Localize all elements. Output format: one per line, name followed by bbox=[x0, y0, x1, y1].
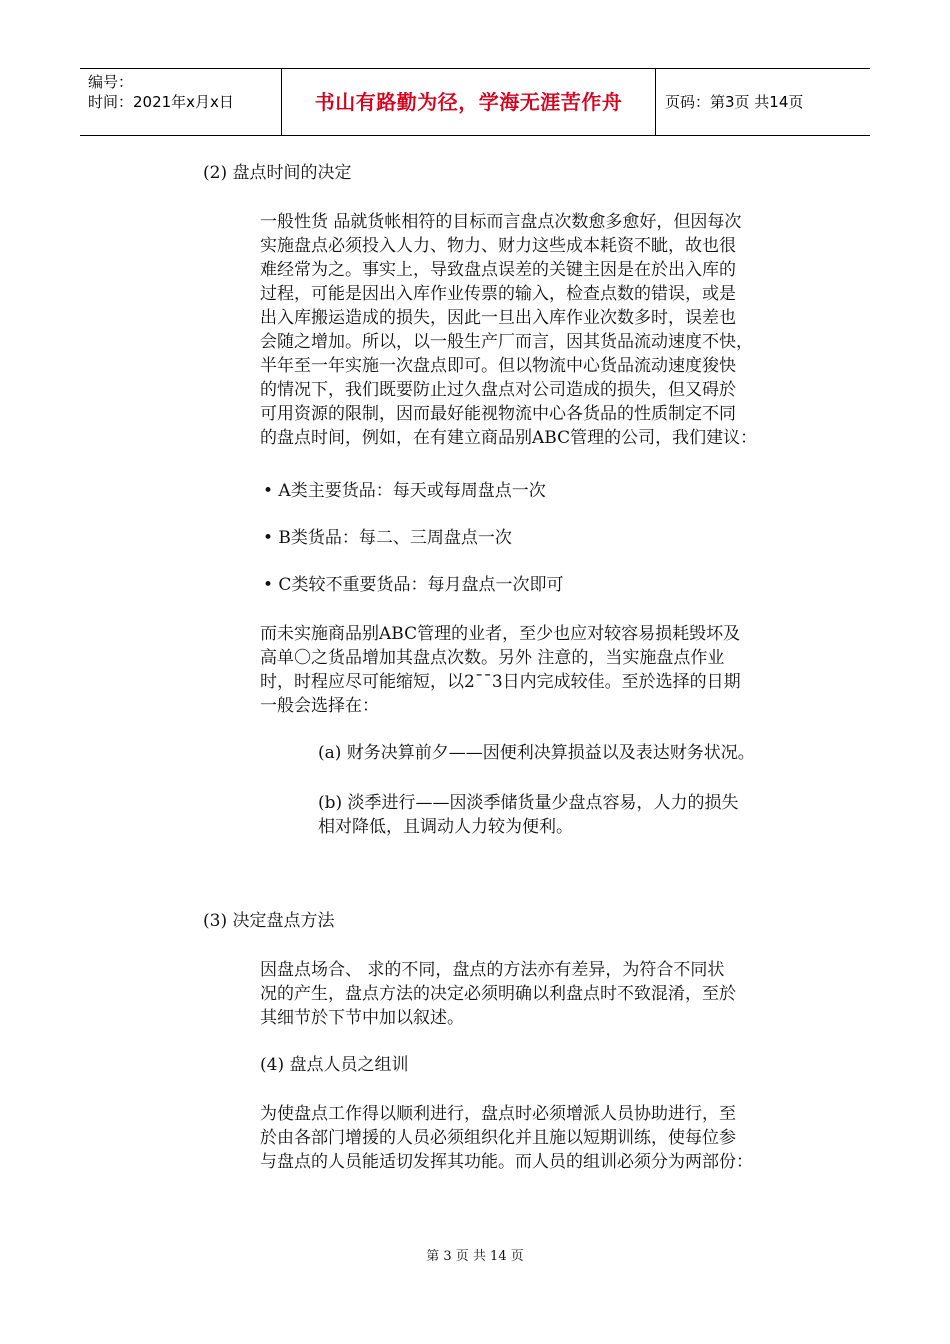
paragraph-line: 其细节於下节中加以叙述。 bbox=[260, 1008, 464, 1028]
paragraph-line: 因盘点场合、 求的不同，盘点的方法亦有差异，为符合不同状 bbox=[260, 960, 725, 980]
paragraph-line: 而未实施商品别ABC管理的业者，至少也应对较容易损耗毁坏及 bbox=[260, 624, 741, 644]
section-2-heading: (2) 盘点时间的决定 bbox=[203, 163, 352, 183]
paragraph-line: 为使盘点工作得以顺利进行，盘点时必须增派人员协助进行，至 bbox=[260, 1104, 736, 1124]
paragraph-line: 可用资源的限制，因而最好能视物流中心各货品的性质制定不同 bbox=[260, 404, 736, 424]
paragraph-line: 过程，可能是因出入库作业传票的输入，检查点数的错误，或是 bbox=[260, 284, 736, 304]
bullet-item-b: • B类货品：每二、三周盘点一次 bbox=[263, 528, 512, 548]
bullet-item-c: • C类较不重要货品：每月盘点一次即可 bbox=[263, 575, 564, 595]
section-3-paragraph bbox=[260, 958, 736, 1030]
paragraph-line: 於由各部门增援的人员必须组织化并且施以短期训练，使每位参 bbox=[260, 1128, 736, 1148]
item-a-year-end: (a) 财务决算前夕——因便利决算损益以及表达财务状况。 bbox=[318, 743, 755, 763]
section-3-heading: (3) 决定盘点方法 bbox=[203, 911, 335, 931]
page-footer: 第 3 页 共 14 页 bbox=[426, 1249, 524, 1264]
time-label: 时间：2021年x月x日 bbox=[88, 93, 234, 111]
paragraph-line: 一般会选择在： bbox=[260, 696, 379, 716]
paragraph-line: 的盘点时间，例如，在有建立商品别ABC管理的公司，我们建议： bbox=[260, 428, 758, 448]
section-4-paragraph bbox=[260, 1102, 753, 1174]
header-divider-right bbox=[655, 69, 656, 136]
paragraph-line: 难经常为之。事实上，导致盘点误差的关键主因是在於出入库的 bbox=[260, 260, 736, 280]
serial-label: 编号： bbox=[88, 73, 134, 91]
paragraph-line: 况的产生，盘点方法的决定必须明确以利盘点时不致混淆，至於 bbox=[260, 984, 736, 1004]
header-motto: 书山有路勤为径，学海无涯苦作舟 bbox=[314, 90, 623, 114]
paragraph-line: 与盘点的人员能适切发挥其功能。而人员的组训必须分为两部份： bbox=[260, 1152, 753, 1172]
section-2-paragraph bbox=[260, 210, 757, 450]
paragraph-line: 高单〇之货品增加其盘点次数。另外 注意的，当实施盘点作业 bbox=[260, 648, 725, 668]
paragraph-line: 实施盘点必须投入人力、物力、财力这些成本耗资不眦，故也很 bbox=[260, 236, 736, 256]
bullet-item-a: • A类主要货品：每天或每周盘点一次 bbox=[263, 481, 546, 501]
paragraph-line: 时，时程应尽可能缩短，以2¯¯3日内完成较佳。至於选择的日期 bbox=[260, 672, 741, 692]
header-page-info: 页码：第3页 共14页 bbox=[665, 93, 804, 111]
paragraph-line: (b) 淡季进行——因淡季储货量少盘点容易，人力的损失 bbox=[318, 793, 739, 813]
paragraph-line: 出入库搬运造成的损失，因此一旦出入库作业次数多时，误差也 bbox=[260, 308, 736, 328]
item-b-off-season bbox=[318, 791, 739, 839]
header-meta bbox=[88, 72, 283, 112]
paragraph-line: 相对降低，且调动人力较为便利。 bbox=[318, 817, 573, 837]
section-4-heading: (4) 盘点人员之组训 bbox=[260, 1055, 409, 1075]
paragraph-line: 一般性货 品就货帐相符的目标而言盘点次数愈多愈好，但因每次 bbox=[260, 212, 742, 232]
paragraph-line: 会随之增加。所以，以一般生产厂而言，因其货品流动速度不快， bbox=[260, 332, 753, 352]
page-header bbox=[80, 68, 870, 136]
section-2-paragraph-2 bbox=[260, 622, 741, 718]
paragraph-line: 的情况下，我们既要防止过久盘点对公司造成的损失，但又碍於 bbox=[260, 380, 736, 400]
paragraph-line: 半年至一年实施一次盘点即可。但以物流中心货品流动速度狻快 bbox=[260, 356, 736, 376]
